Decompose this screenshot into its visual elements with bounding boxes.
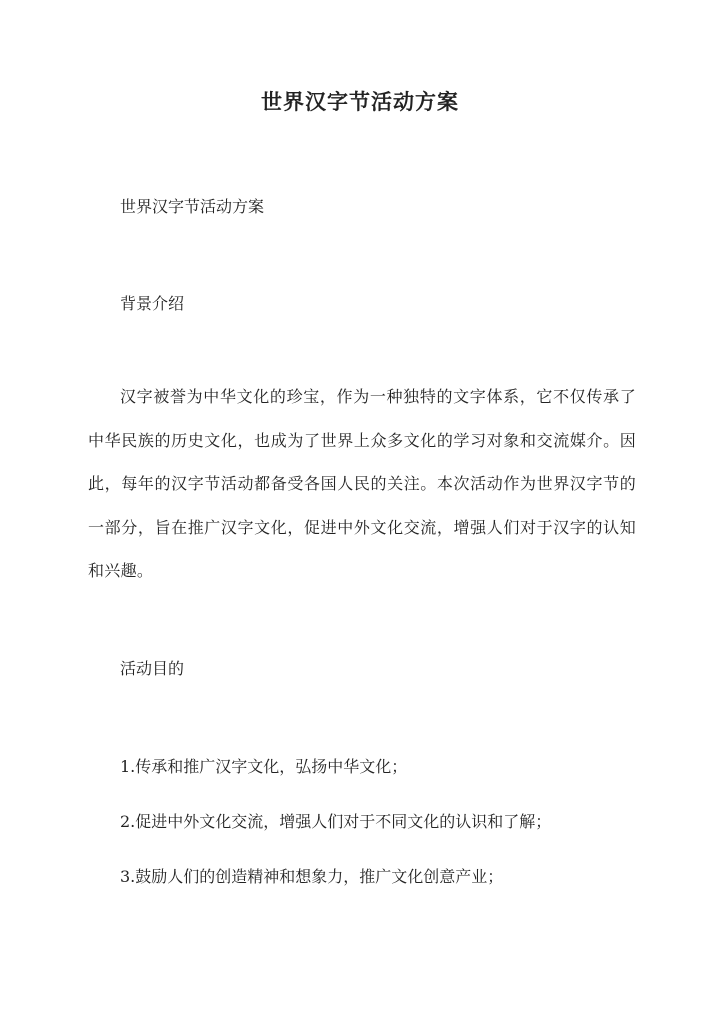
- goal-item-1: 1.传承和推广汉字文化，弘扬中华文化；: [120, 757, 408, 776]
- section-heading-goals: 活动目的: [120, 659, 185, 678]
- goal-item-2: 2.促进中外文化交流，增强人们对于不同文化的认识和了解；: [120, 812, 552, 831]
- section-heading-background: 背景介绍: [120, 294, 185, 313]
- document-title: 世界汉字节活动方案: [261, 89, 459, 114]
- document-subtitle: 世界汉字节活动方案: [120, 197, 265, 216]
- goal-item-3: 3.鼓励人们的创造精神和想象力，推广文化创意产业；: [120, 867, 504, 886]
- background-paragraph: 汉字被誉为中华文化的珍宝，作为一种独特的文字体系，它不仅传承了中华民族的历史文化，也成为了世界上众多文化的学习对象和交流媒介。因此，每年的汉字节活动都备受各国人民的关注。本次活动作为世界汉字节的一部分，旨在推广汉字文化，促进中外文化交流，增强人们对于汉字的认知和兴趣。: [88, 387, 636, 580]
